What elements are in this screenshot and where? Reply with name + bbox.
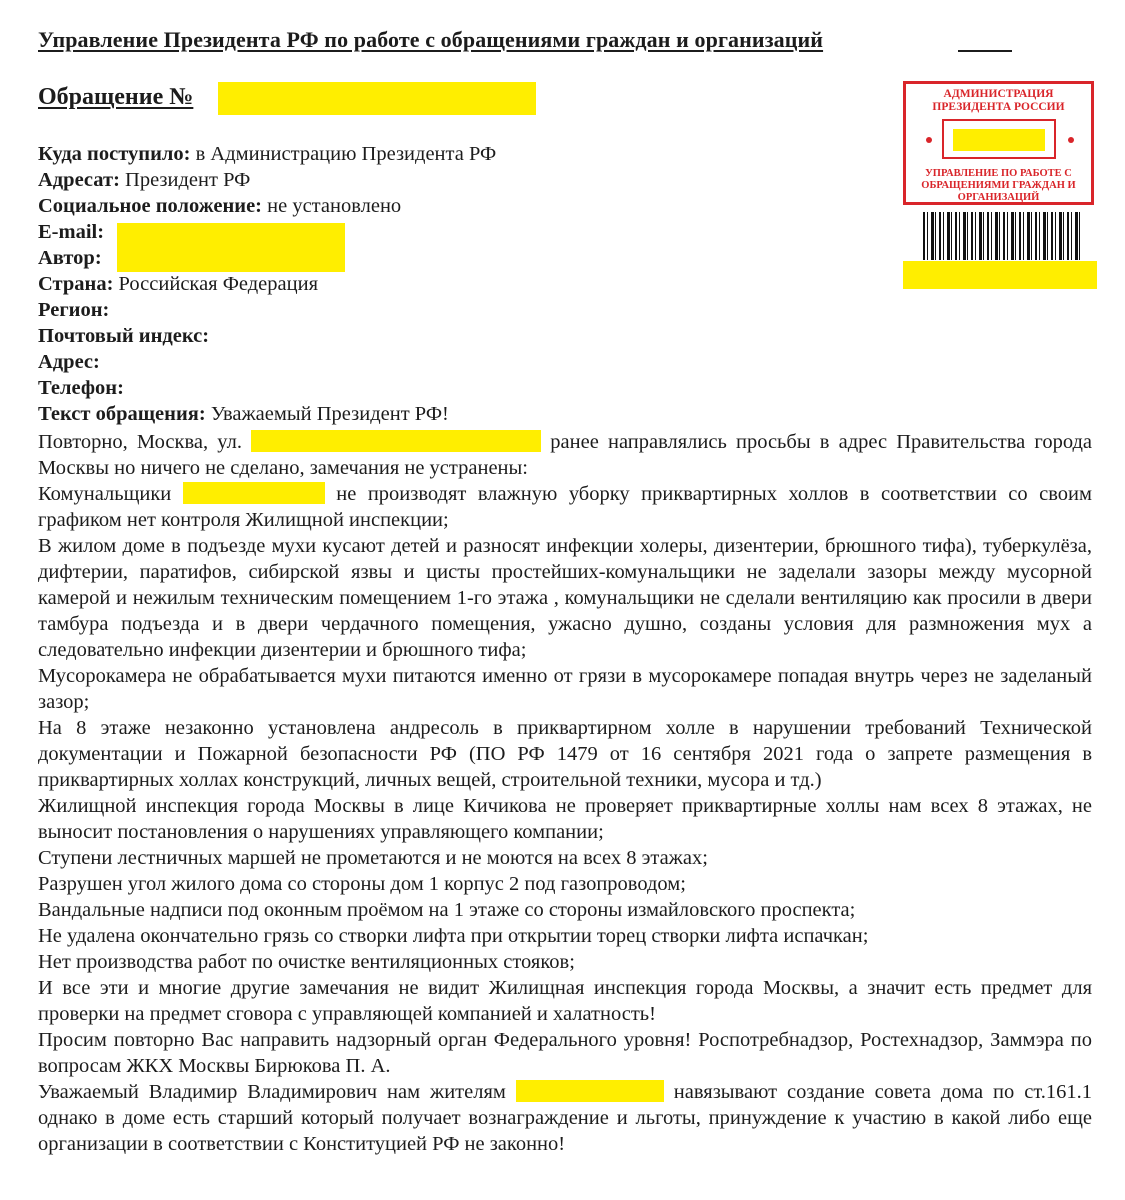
field-author-label: Автор: — [38, 247, 102, 269]
redacted-appeal-number — [218, 82, 536, 115]
body-paragraph: Не удалена окончательно грязь со створки лифта при открытии торец створки лифта испачкан; — [38, 925, 869, 947]
redacted-company — [183, 482, 325, 504]
body-paragraph: Жилищной инспекция города Москвы в лице Кичикова не проверяет приквартирные холлы нам всех 8 этажах, не выносит постановления о нарушениях управляющего компании; — [38, 795, 1092, 843]
header-underline-extension — [958, 50, 1012, 52]
field-country-label: Страна: — [38, 273, 114, 295]
body-p14-end: навязывают создание совета дома по ст.161.1 однако в доме есть старший который получает вознаграждение и льготы, принуждение к участию в какой либо еще организации в соответствии с Конституцией РФ не законно! — [38, 1081, 1092, 1155]
field-text-label: Текст обращения: — [38, 403, 206, 425]
body-paragraph: Ступени лестничных маршей не прометаются и не моются на всех 8 этажах; — [38, 847, 708, 869]
stamp-right-dot — [1068, 137, 1074, 143]
barcode — [923, 212, 1083, 260]
redacted-address — [516, 1080, 664, 1102]
field-received-value: в Администрацию Президента РФ — [195, 143, 497, 165]
field-text — [38, 401, 738, 427]
appeal-body — [38, 429, 1092, 1157]
body-p1-start: Повторно, Москва, ул. — [38, 431, 242, 453]
body-paragraph: Просим повторно Вас направить надзорный орган Федерального уровня! Роспотребнадзор, Ростехнадзор, Заммэра по вопросам ЖКХ Москвы Бирюкова П. А. — [38, 1029, 1092, 1077]
body-paragraph: Вандальные надписи под оконным проёмом на 1 этаже со стороны измайловского проспекта; — [38, 899, 856, 921]
stamp-bottom-text: УПРАВЛЕНИЕ ПО РАБОТЕ С ОБРАЩЕНИЯМИ ГРАЖДАН И ОРГАНИЗАЦИЙ — [921, 168, 1076, 203]
redacted-barcode-number — [903, 261, 1097, 289]
field-received — [38, 141, 738, 167]
body-paragraph: На 8 этаже незаконно установлена андресоль в приквартирном холле в нарушении требований Технической документации и Пожарной безопасности РФ (ПО РФ 1479 от 16 сентября 2021 года о запрете размещения в приквартирных холлах конструкций, личных вещей, строительной техники, мусора и тд.) — [38, 717, 1092, 791]
field-region — [38, 297, 738, 323]
field-addressee-label: Адресат: — [38, 169, 120, 191]
body-p1-end: ранее направлялись просьбы в адрес Правительства города Москвы но ничего не сделано, замечания не устранены: — [38, 431, 1093, 479]
stamp-number-box — [942, 119, 1056, 159]
document-header: Управление Президента РФ по работе с обращениями граждан и организаций — [38, 27, 824, 52]
field-postal-label: Почтовый индекс: — [38, 325, 210, 347]
stamp-top-text: АДМИНИСТРАЦИЯ ПРЕЗИДЕНТА РОССИИ — [932, 88, 1065, 113]
field-country — [38, 271, 738, 297]
body-paragraph: Мусорокамера не обрабатывается мухи питаются именно от грязи в мусорокамере попадая внутрь через не заделаный зазор; — [38, 665, 1092, 713]
redacted-stamp-number — [953, 129, 1045, 151]
field-social-value: не установлено — [267, 195, 402, 217]
redacted-email-author — [117, 223, 345, 272]
field-text-value: Уважаемый Президент РФ! — [210, 403, 449, 425]
field-received-label: Куда поступило: — [38, 143, 191, 165]
stamp-left-dot — [926, 137, 932, 143]
field-postal — [38, 323, 738, 349]
body-paragraph: Нет производства работ по очистке вентиляционных стояков; — [38, 951, 575, 973]
registration-stamp — [903, 81, 1094, 205]
body-paragraph — [38, 1079, 1092, 1157]
field-phone — [38, 375, 738, 401]
redacted-street — [251, 430, 541, 452]
body-p14-start: Уважаемый Владимир Владимирович нам жителям — [38, 1081, 506, 1103]
appeal-fields — [38, 141, 738, 427]
body-p2-end: не производят влажную уборку приквартирных холлов в соответствии со своим графиком нет контроля Жилищной инспекции; — [38, 483, 1092, 531]
field-address — [38, 349, 738, 375]
field-phone-label: Телефон: — [38, 377, 124, 399]
field-addressee — [38, 167, 738, 193]
field-address-label: Адрес: — [38, 351, 100, 373]
body-p2-start: Комунальщики — [38, 483, 172, 505]
body-paragraph: Разрушен угол жилого дома со стороны дом 1 корпус 2 под газопроводом; — [38, 873, 686, 895]
field-email-label: E-mail: — [38, 221, 105, 243]
body-paragraph — [38, 429, 1092, 481]
field-social-label: Социальное положение: — [38, 195, 263, 217]
body-paragraph — [38, 481, 1092, 533]
field-region-label: Регион: — [38, 299, 110, 321]
body-paragraph: И все эти и многие другие замечания не видит Жилищная инспекция города Москвы, а значит есть предмет для проверки на предмет сговора с управляющей компанией и халатность! — [38, 977, 1092, 1025]
field-country-value: Российская Федерация — [118, 273, 318, 295]
body-paragraph: В жилом доме в подъезде мухи кусают детей и разносят инфекции холеры, дизентерии, брюшного тифа), туберкулёза, дифтерии, паратифов, сибирской язвы и цисты простейших-комунальщики не заделали зазоры между мусорной камерой и нежилым техническим помещением 1-го этажа , комунальщики не сделали вентиляцию как просили в двери тамбура подъезда и в двери чердачного помещения, ужасно душно, созданы условия для размножения мух а следовательно инфекции дизентерии и брюшного тифа; — [38, 535, 1092, 661]
field-social — [38, 193, 738, 219]
appeal-title: Обращение № — [38, 84, 194, 110]
field-addressee-value: Президент РФ — [125, 169, 251, 191]
